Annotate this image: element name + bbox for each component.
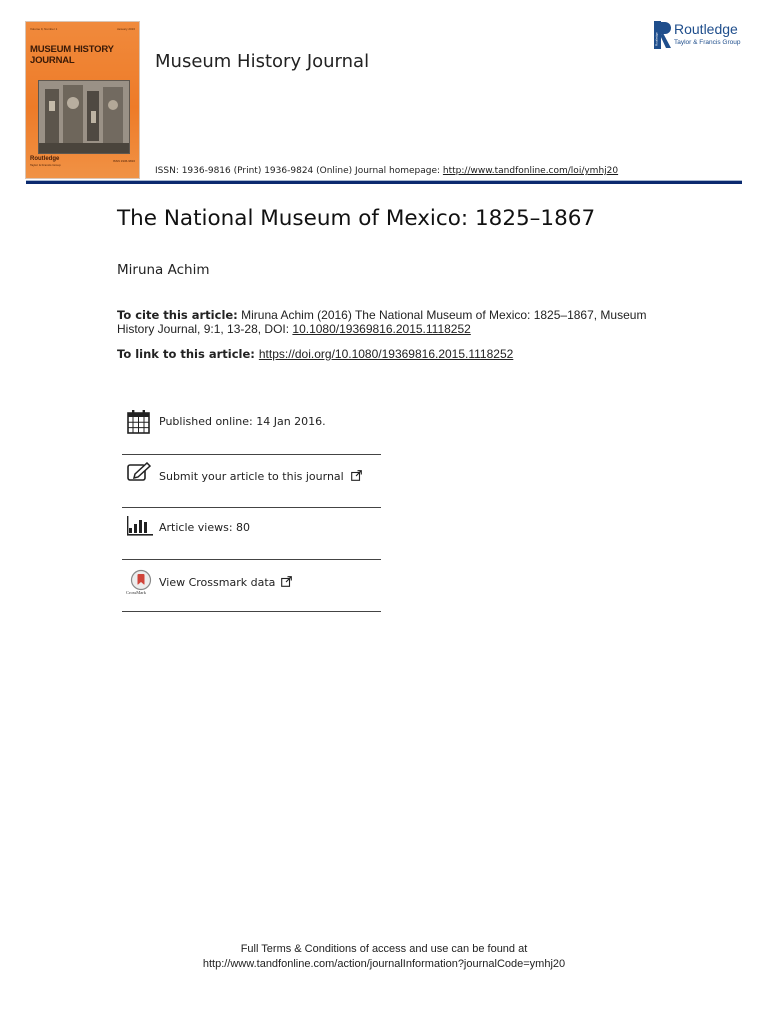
cover-volume: Volume 9, Number 1 <box>30 27 58 31</box>
crossmark-row[interactable] <box>122 561 381 613</box>
footer-terms-url[interactable]: http://www.tandfonline.com/action/journalInformation?journalCode=ymhj20 <box>202 958 566 970</box>
citation-text: Miruna Achim (2016) The National Museum of Mexico: 1825–1867, Museum History Journal, 9:1, 13-28, DOI: <box>117 308 647 336</box>
cover-date: January 2016 <box>116 27 135 31</box>
cover-illustration <box>38 80 130 154</box>
publisher-group: Taylor & Francis Group <box>674 39 741 46</box>
external-link-icon <box>351 470 362 481</box>
calendar-icon <box>127 410 150 434</box>
submit-row[interactable] <box>122 456 381 508</box>
cover-issn: ISSN 1936-9816 <box>112 159 135 163</box>
citation-doi-link[interactable]: 10.1080/19369816.2015.1118252 <box>292 322 471 336</box>
published-row <box>122 404 381 456</box>
crossmark-link[interactable]: View Crossmark data <box>159 576 276 589</box>
publisher-name: Routledge <box>674 21 738 37</box>
citation-label: To cite this article: <box>117 308 238 322</box>
cover-title: MUSEUM HISTORY JOURNAL <box>30 44 114 66</box>
edit-icon <box>127 462 151 482</box>
submit-link[interactable]: Submit your article to this journal <box>159 470 344 483</box>
journal-homepage-link[interactable]: http://www.tandfonline.com/loi/ymhj20 <box>442 166 619 176</box>
issn-text: ISSN: 1936-9816 (Print) 1936-9824 (Online) Journal homepage: <box>155 166 443 176</box>
footer <box>0 942 768 972</box>
external-link-icon <box>281 576 292 587</box>
article-link-line <box>117 347 513 361</box>
article-link-label: To link to this article: <box>117 347 259 361</box>
article-views: Article views: 80 <box>159 521 251 534</box>
journal-name: Museum History Journal <box>155 51 370 72</box>
bar-chart-icon <box>127 516 153 536</box>
journal-cover <box>26 22 139 178</box>
routledge-r-icon <box>654 21 672 49</box>
issn-line <box>155 166 618 176</box>
header-rule <box>26 181 742 184</box>
info-divider <box>122 559 381 560</box>
cover-publisher-logo: Routledge Taylor & Francis Group <box>30 156 61 167</box>
article-title: The National Museum of Mexico: 1825–1867 <box>117 206 596 231</box>
footer-terms: Full Terms & Conditions of access and use can be found at <box>240 943 528 955</box>
crossmark-caption: CrossMark <box>126 590 146 595</box>
info-divider <box>122 454 381 455</box>
info-divider <box>122 611 381 612</box>
info-divider <box>122 507 381 508</box>
svg-text:Routledge: Routledge <box>654 32 659 46</box>
published-date: Published online: 14 Jan 2016. <box>159 415 326 428</box>
article-author: Miruna Achim <box>117 262 210 278</box>
citation <box>117 308 677 336</box>
publisher-logo <box>654 21 754 51</box>
article-doi-link[interactable]: https://doi.org/10.1080/19369816.2015.1118252 <box>258 347 514 361</box>
views-row <box>122 509 381 561</box>
